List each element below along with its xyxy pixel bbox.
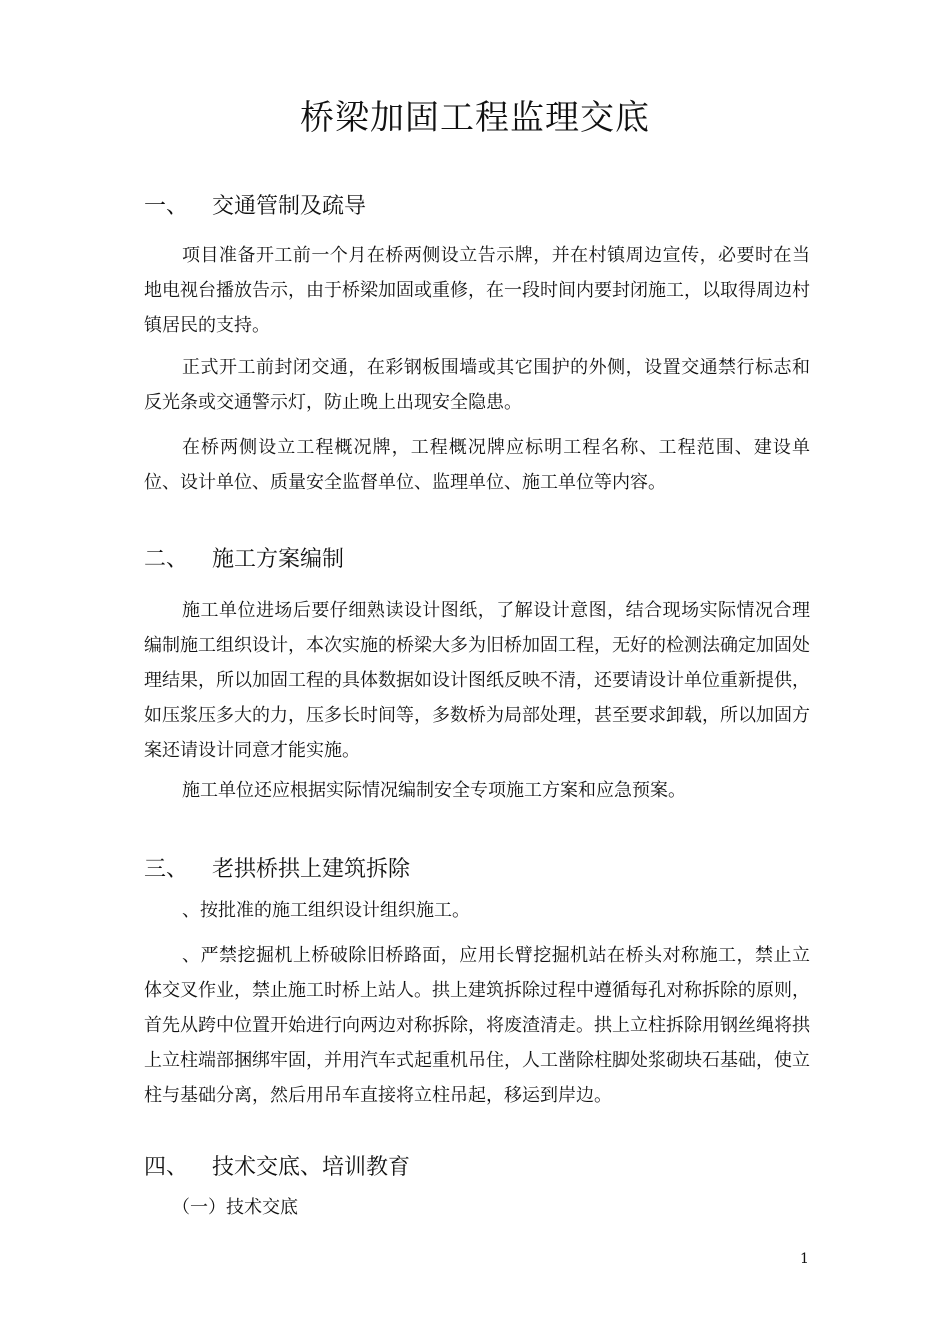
paragraph: 在桥两侧设立工程概况牌，工程概况牌应标明工程名称、工程范围、建设单位、设计单位、质量安全监督单位、监理单位、施工单位等内容。: [144, 437, 810, 493]
section-heading-4: [144, 1153, 410, 1183]
paragraph: 施工单位还应根据实际情况编制安全专项施工方案和应急预案。: [182, 780, 686, 801]
section-number: 四、: [144, 1155, 189, 1180]
paragraph: 、严禁挖掘机上桥破除旧桥路面，应用长臂挖掘机站在桥头对称施工，禁止立体交叉作业，禁止施工时桥上站人。拱上建筑拆除过程中遵循每孔对称拆除的原则，首先从跨中位置开始进行向两边对称拆除，将废渣清走。拱上立柱拆除用钢丝绳将拱上立柱端部捆绑牢固，并用汽车式起重机吊住，人工凿除柱脚处浆砌块石基础，使立柱与基础分离，然后用吊车直接将立柱吊起，移运到岸边。: [144, 945, 810, 1106]
section-number: 三、: [144, 857, 189, 882]
section-number: 二、: [144, 547, 189, 572]
page-number: 1: [800, 1251, 809, 1267]
paragraph: 、按批准的施工组织设计组织施工。: [182, 900, 470, 921]
section-heading-3: [144, 855, 410, 885]
paragraph: 项目准备开工前一个月在桥两侧设立告示牌，并在村镇周边宣传，必要时在当地电视台播放告示，由于桥梁加固或重修，在一段时间内要封闭施工，以取得周边村镇居民的支持。: [144, 245, 810, 336]
paragraph: 正式开工前封闭交通，在彩钢板围墙或其它围护的外侧，设置交通禁行标志和反光条或交通警示灯，防止晚上出现安全隐患。: [144, 357, 810, 413]
section-title: 交通管制及疏导: [212, 194, 367, 219]
section-title: 老拱桥拱上建筑拆除: [212, 857, 411, 882]
section-title: 技术交底、培训教育: [212, 1155, 411, 1180]
subheading: （一）技术交底: [172, 1197, 298, 1218]
section-number: 一、: [144, 194, 189, 219]
section-title: 施工方案编制: [212, 547, 345, 572]
document-title: 桥梁加固工程监理交底: [300, 98, 650, 138]
section-heading-2: [144, 545, 344, 575]
paragraph: 施工单位进场后要仔细熟读设计图纸，了解设计意图，结合现场实际情况合理编制施工组织设计，本次实施的桥梁大多为旧桥加固工程，无好的检测法确定加固处理结果，所以加固工程的具体数据如设计图纸反映不清，还要请设计单位重新提供，如压浆压多大的力，压多长时间等，多数桥为局部处理，甚至要求卸载，所以加固方案还请设计同意才能实施。: [144, 600, 810, 761]
section-heading-1: [144, 192, 366, 222]
